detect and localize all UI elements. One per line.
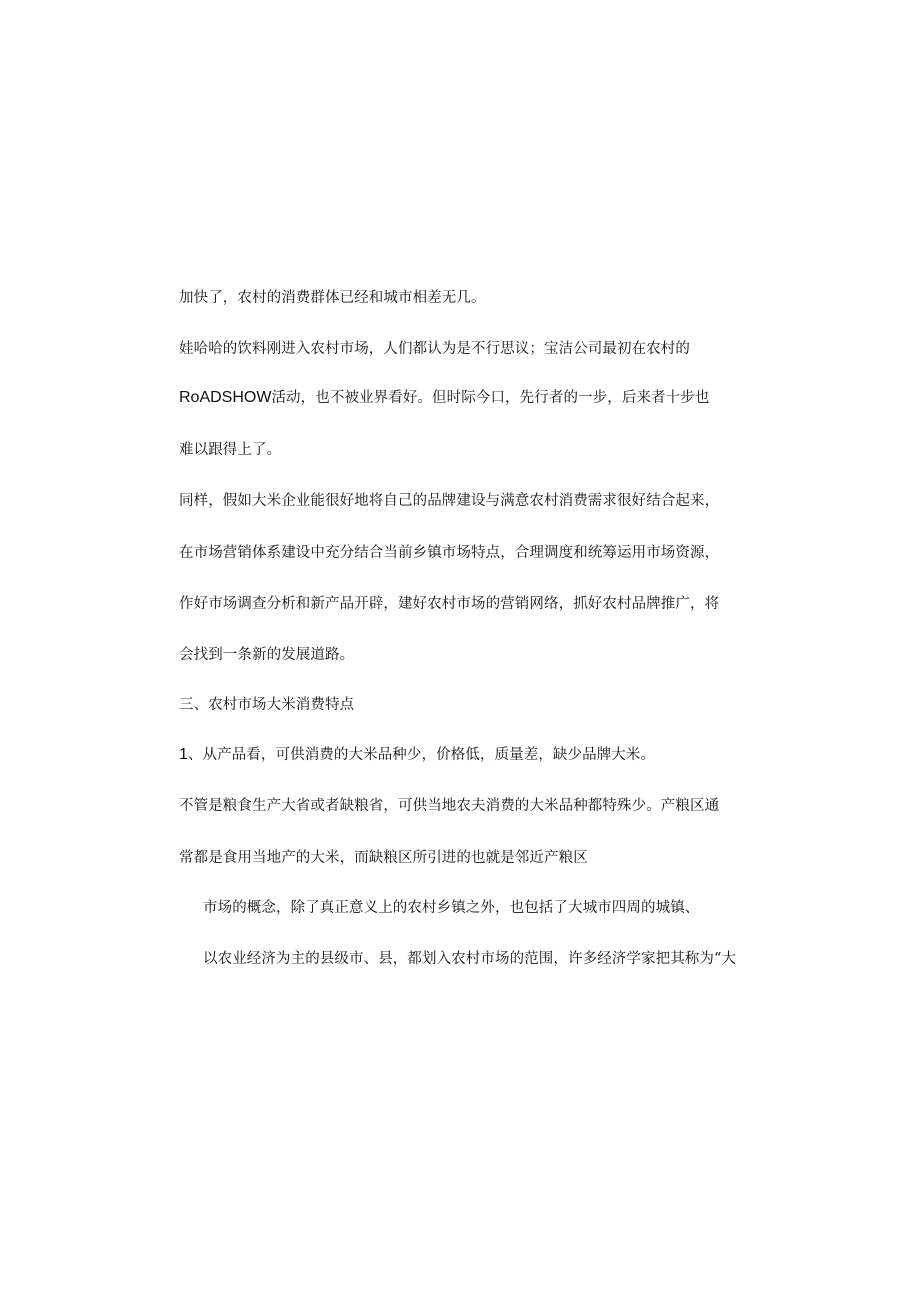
section-heading: 三、农村市场大米消费特点 [179,697,355,713]
roadshow-word: RoADSHOW [179,389,272,406]
text-line-14: 以农业经济为主的县级市、县，都划入农村市场的范围，许多经济学家把其称为“大 [203,951,737,967]
text-line-11: 不管是粮食生产大省或者缺粮省，可供当地农夫消费的大米品种都特殊少。产粮区通 [179,798,720,814]
text-line-13: 市场的概念，除了真正意义上的农村乡镇之外，也包括了大城市四周的城镇、 [203,900,700,916]
text-line-12: 常都是食用当地产的大米，而缺粮区所引进的也就是邻近产粮区 [179,850,588,866]
text-line-7: 作好市场调查分析和新产品开辟，建好农村市场的营销网络，抓好农村品牌推广，将 [179,596,720,612]
text-line-6: 在市场营销体系建设中充分结合当前乡镇市场特点，合理调度和统筹运用市场资源， [179,545,720,561]
list-item-1-text: 、从产品看，可供消费的大米品种少，价格低，质量差，缺少品牌大米。 [187,747,656,763]
list-item-1 [179,746,655,764]
list-number: 1 [179,746,188,763]
text-line-1: 加快了，农村的消费群体已经和城市相差无几。 [179,290,486,306]
text-line-4: 难以跟得上了。 [179,442,282,458]
text-line-3 [179,389,709,407]
text-line-2: 娃哈哈的饮料刚进入农村市场，人们都认为是不行思议；宝洁公司最初在农村的 [179,341,690,357]
text-line-3-rest: 活动，也不被业界看好。但时际今口，先行者的一步，后来者十步也 [271,390,710,406]
text-line-8: 会找到一条新的发展道路。 [179,647,355,663]
text-line-5: 同样，假如大米企业能很好地将自己的品牌建设与满意农村消费需求很好结合起来， [179,493,720,509]
